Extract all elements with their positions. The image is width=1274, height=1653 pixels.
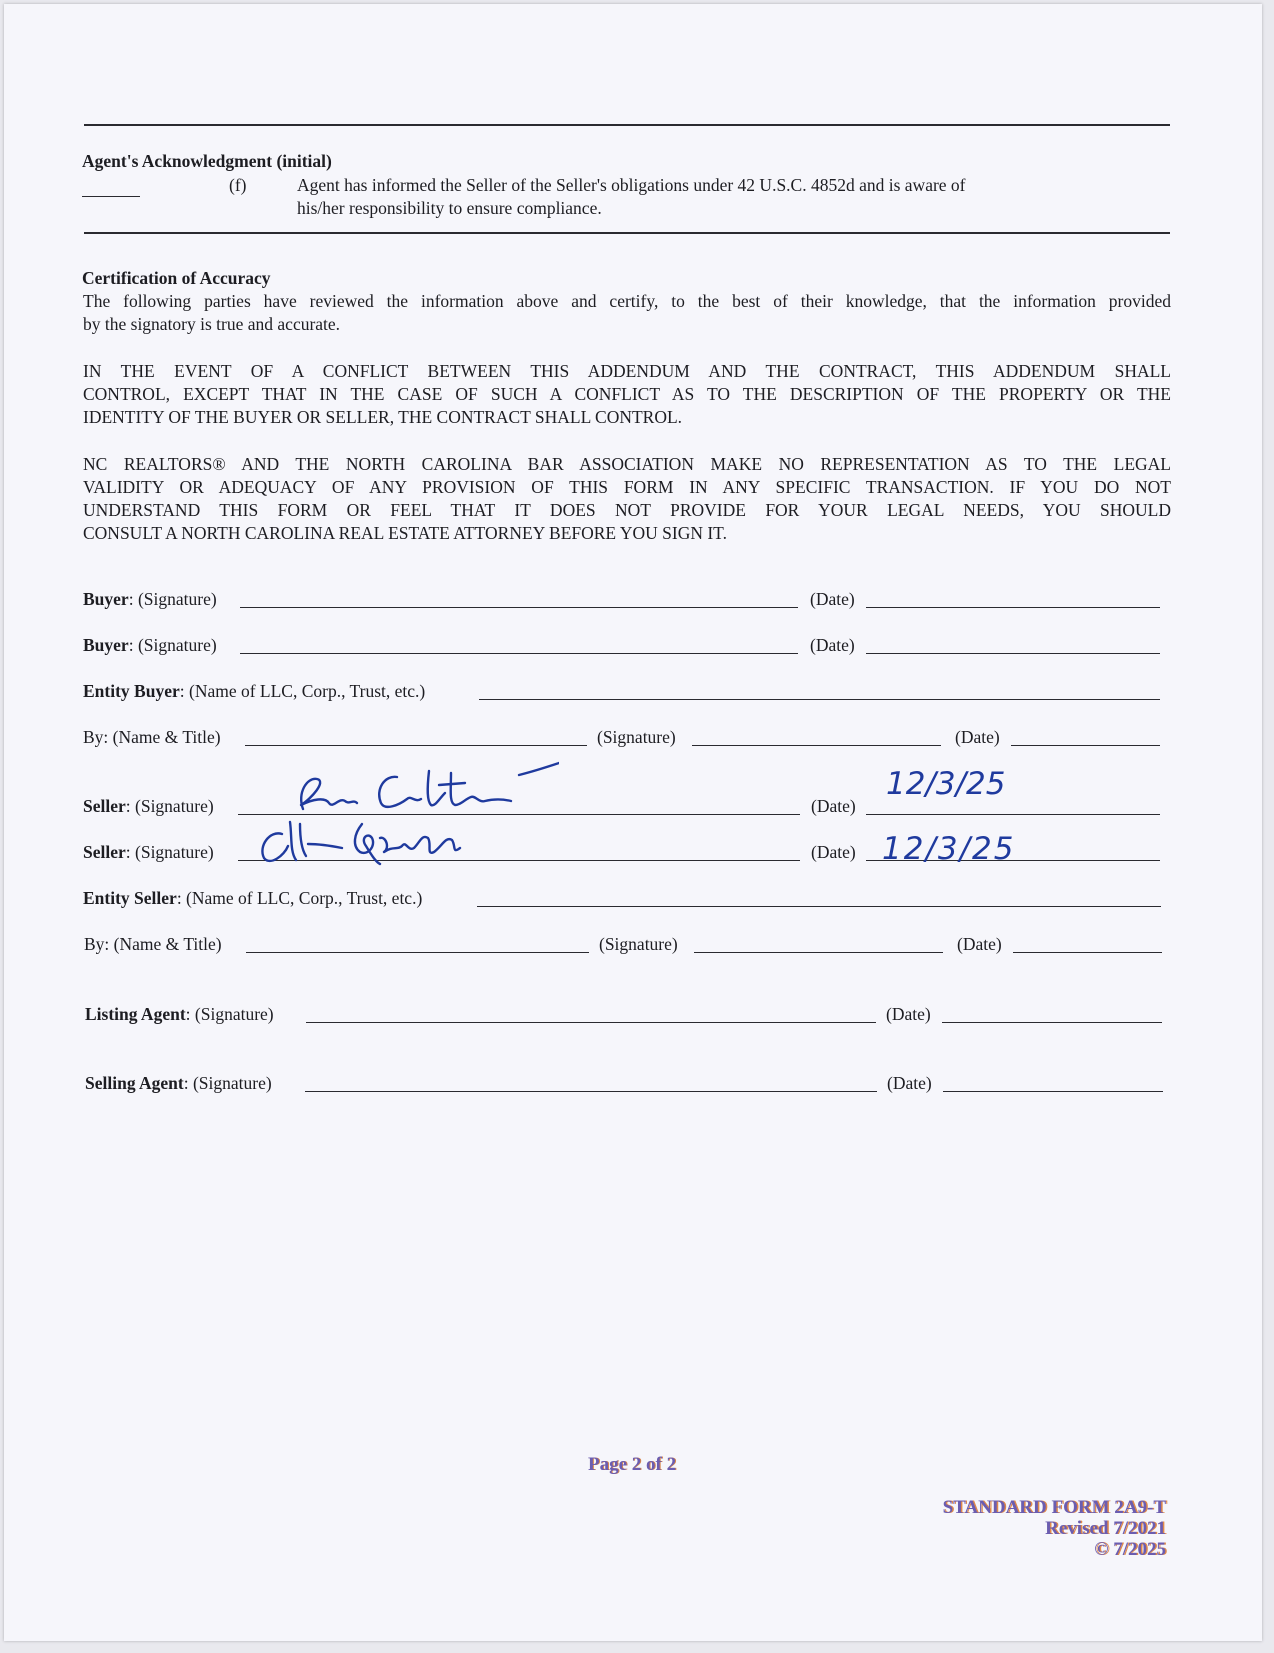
listing-agent-date-label: (Date) — [886, 1004, 931, 1024]
paragraph-line: VALIDITY OR ADEQUACY OF ANY PROVISION OF THIS FORM IN ANY SPECIFIC TRANSACTION. IF YOU DO NOT — [83, 477, 1171, 497]
seller-by-signature-line[interactable] — [694, 952, 943, 953]
signature-caption: : (Signature) — [128, 635, 217, 655]
paragraph-line: NC REALTORS® AND THE NORTH CAROLINA BAR ASSOCIATION MAKE NO REPRESENTATION AS TO THE LEGAL — [83, 454, 1171, 474]
seller2-label — [83, 841, 214, 864]
top-divider — [84, 124, 1170, 126]
paragraph-line: UNDERSTAND THIS FORM OR FEEL THAT IT DOES NOT PROVIDE FOR YOUR LEGAL NEEDS, YOU SHOULD — [83, 500, 1171, 520]
seller2-date-label: (Date) — [811, 842, 856, 862]
form-name: STANDARD FORM 2A9-T — [942, 1497, 1166, 1518]
signature-caption: : (Signature) — [185, 1004, 274, 1024]
buyer-by-date-label: (Date) — [955, 727, 1000, 747]
selling-agent-date-label: (Date) — [887, 1073, 932, 1093]
seller1-handwritten-signature — [289, 759, 559, 819]
buyer-role: Buyer — [83, 589, 129, 609]
buyer-by-signature-label: (Signature) — [597, 727, 676, 747]
listing-agent-date-line[interactable] — [942, 1022, 1162, 1023]
seller1-date-label: (Date) — [811, 796, 856, 816]
agent-ack-text-line2: his/her responsibility to ensure compliance. — [297, 198, 602, 218]
seller-by-date-line[interactable] — [1013, 952, 1162, 953]
seller-by-signature-label: (Signature) — [599, 934, 678, 954]
disclaimer-paragraph — [83, 453, 1171, 545]
selling-agent-signature-line[interactable] — [305, 1091, 877, 1092]
seller1-date-line[interactable] — [866, 814, 1160, 815]
entity-seller-name-line[interactable] — [477, 906, 1161, 907]
paragraph-line: CONSULT A NORTH CAROLINA REAL ESTATE ATTORNEY BEFORE YOU SIGN IT. — [83, 523, 727, 543]
paragraph-line: IDENTITY OF THE BUYER OR SELLER, THE CONTRACT SHALL CONTROL. — [83, 407, 683, 427]
buyer1-label — [83, 588, 217, 611]
buyer2-label — [83, 634, 217, 657]
form-revised: Revised 7/2021 — [1045, 1518, 1166, 1539]
agent-initial-line[interactable] — [82, 196, 140, 197]
paragraph-line: CONTROL, EXCEPT THAT IN THE CASE OF SUCH A CONFLICT AS TO THE DESCRIPTION OF THE PROPERTY OR THE — [83, 384, 1171, 404]
signature-caption: : (Signature) — [125, 796, 214, 816]
entity-buyer-name-line[interactable] — [479, 699, 1160, 700]
seller2-handwritten-date: 12/3/25 — [882, 831, 1016, 867]
buyer-role: Buyer — [83, 635, 129, 655]
certification-text — [83, 290, 1171, 336]
listing-agent-signature-line[interactable] — [306, 1022, 876, 1023]
agent-ack-text-line1: Agent has informed the Seller of the Seller's obligations under 42 U.S.C. 4852d and is aware of — [297, 175, 966, 195]
seller-role: Seller — [83, 842, 126, 862]
seller-role: Seller — [83, 796, 126, 816]
buyer2-date-label: (Date) — [810, 635, 855, 655]
form-copyright: © 7/2025 — [1094, 1539, 1166, 1560]
entity-name-caption: : (Name of LLC, Corp., Trust, etc.) — [176, 888, 423, 908]
selling-agent-label — [85, 1072, 272, 1095]
entity-seller-label — [83, 887, 422, 910]
selling-agent-role: Selling Agent — [85, 1073, 184, 1093]
listing-agent-role: Listing Agent — [85, 1004, 186, 1024]
signature-caption: : (Signature) — [183, 1073, 272, 1093]
signature-caption: : (Signature) — [125, 842, 214, 862]
entity-seller-role: Entity Seller — [83, 888, 177, 908]
selling-agent-date-line[interactable] — [943, 1091, 1163, 1092]
seller-by-date-label: (Date) — [957, 934, 1002, 954]
conflict-paragraph — [83, 360, 1171, 429]
buyer1-date-line[interactable] — [866, 607, 1160, 608]
certification-line: by the signatory is true and accurate. — [83, 314, 341, 334]
entity-name-caption: : (Name of LLC, Corp., Trust, etc.) — [179, 681, 426, 701]
seller-by-name-line[interactable] — [246, 952, 589, 953]
certification-heading: Certification of Accuracy — [82, 268, 271, 288]
seller1-handwritten-date: 12/3/25 — [886, 766, 1006, 802]
document-page — [4, 4, 1262, 1641]
mid-divider — [84, 232, 1170, 234]
buyer2-signature-line[interactable] — [240, 653, 798, 654]
page-number: Page 2 of 2 — [588, 1454, 677, 1475]
buyer2-date-line[interactable] — [866, 653, 1160, 654]
buyer-by-signature-line[interactable] — [692, 745, 941, 746]
agent-ack-heading: Agent's Acknowledgment (initial) — [82, 151, 332, 171]
buyer-by-name-line[interactable] — [245, 745, 587, 746]
entity-buyer-role: Entity Buyer — [83, 681, 180, 701]
signature-caption: : (Signature) — [128, 589, 217, 609]
form-identifier — [943, 1497, 1166, 1560]
buyer-by-label: By: (Name & Title) — [83, 727, 221, 747]
buyer-by-date-line[interactable] — [1011, 745, 1160, 746]
seller2-handwritten-signature — [256, 816, 476, 868]
agent-ack-marker: (f) — [229, 175, 247, 195]
listing-agent-label — [85, 1003, 274, 1026]
certification-line: The following parties have reviewed the information above and certify, to the best of their knowledge, that the information provided — [83, 291, 1171, 311]
seller-by-label: By: (Name & Title) — [84, 934, 222, 954]
buyer1-signature-line[interactable] — [240, 607, 798, 608]
paragraph-line: IN THE EVENT OF A CONFLICT BETWEEN THIS ADDENDUM AND THE CONTRACT, THIS ADDENDUM SHALL — [83, 361, 1171, 381]
entity-buyer-label — [83, 680, 425, 703]
seller1-label — [83, 795, 214, 818]
buyer1-date-label: (Date) — [810, 589, 855, 609]
